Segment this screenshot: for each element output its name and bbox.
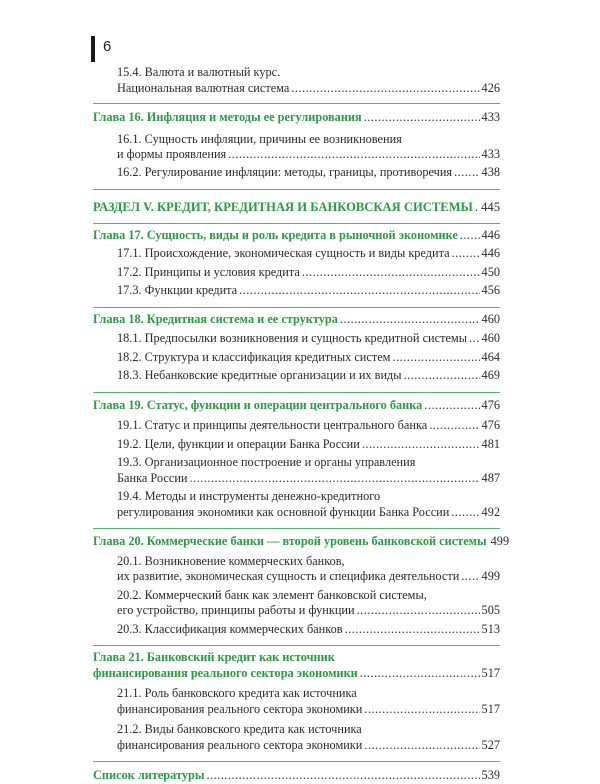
toc-page: 450 (481, 264, 500, 279)
toc-entry-line1: 19.4. Методы и инструменты денежно-кредитного (117, 489, 381, 503)
leader-dots (360, 666, 480, 682)
section-divider (93, 761, 500, 762)
leader-dots (475, 200, 479, 216)
toc-entry-title: 18.1. Предпосылки возникновения и сущность кредитной системы (117, 331, 467, 345)
table-of-contents (93, 62, 510, 784)
leader-dots (364, 702, 479, 718)
leader-dots (451, 505, 479, 521)
toc-entry-21-2[interactable] (93, 722, 500, 753)
leader-dots (302, 265, 480, 281)
page-number: 6 (103, 38, 112, 55)
toc-chapter-title-line1: Глава 21. Банковский кредит как источник (93, 650, 335, 664)
toc-chapter-title: Глава 19. Статус, функции и операции центрального банка (93, 397, 423, 412)
toc-chapter-17[interactable] (93, 228, 500, 244)
toc-page: 426 (481, 80, 500, 95)
toc-entry-title: 19.2. Цели, функции и операции Банка России (117, 436, 360, 451)
toc-entry-title: 20.3. Классификация коммерческих банков (117, 621, 343, 636)
toc-page: 433 (481, 147, 500, 161)
toc-page: 446 (481, 246, 500, 260)
toc-entry-title: 17.3. Функции кредита (117, 283, 238, 297)
leader-dots (340, 312, 480, 328)
section-divider (93, 645, 500, 646)
leader-dots (291, 81, 479, 97)
toc-entry-16-2[interactable] (93, 165, 500, 181)
toc-entry-title: 19.1. Статус и принципы деятельности центрального банка (117, 418, 428, 432)
toc-page: 469 (481, 368, 500, 382)
toc-chapter-title: Глава 18. Кредитная система и ее структура (93, 311, 338, 326)
toc-chapter-18[interactable] (93, 312, 500, 328)
toc-entry-16-1[interactable] (93, 132, 500, 163)
leader-dots (424, 398, 479, 414)
toc-section-title: РАЗДЕЛ V. КРЕДИТ, КРЕДИТНАЯ И БАНКОВСКАЯ СИСТЕМЫ (93, 200, 473, 214)
section-divider (93, 189, 500, 190)
toc-entry-title: 16.2. Регулирование инфляции: методы, границы, противоречия (117, 164, 453, 179)
toc-entry-17-2[interactable] (93, 265, 500, 281)
toc-entry-20-3[interactable] (93, 622, 500, 638)
toc-entry-18-1[interactable] (93, 331, 500, 347)
toc-entry-19-2[interactable] (93, 437, 500, 453)
toc-entry-15-4[interactable] (93, 65, 500, 96)
toc-entry-line1: 20.1. Возникновение коммерческих банков, (117, 553, 345, 568)
toc-entry-line2: их развитие, экономическая сущность и специфика деятельности (117, 569, 460, 583)
toc-entry-19-3[interactable] (93, 455, 500, 486)
toc-page: 517 (481, 665, 500, 680)
section-divider (93, 103, 500, 104)
leader-dots (461, 569, 479, 585)
page-number-bar (91, 36, 95, 62)
toc-entry-17-3[interactable] (93, 283, 500, 299)
toc-page: 460 (481, 311, 500, 326)
toc-page: 476 (481, 397, 500, 412)
toc-entry-title: 17.1. Происхождение, экономическая сущность и виды кредита (117, 246, 450, 260)
toc-entry-20-2[interactable] (93, 588, 500, 619)
toc-entry-19-4[interactable] (93, 489, 500, 520)
toc-entry-line1: 16.1. Сущность инфляции, причины ее возникновения (117, 131, 402, 146)
toc-entry-19-1[interactable] (93, 418, 500, 434)
toc-entry-line1: 19.3. Организационное построение и органы управления (117, 455, 416, 469)
toc-page: 539 (481, 768, 500, 782)
toc-entry-line2: финансирования реального сектора экономики (117, 701, 363, 716)
toc-entry-title: 18.3. Небанковские кредитные организации и их виды (117, 368, 402, 382)
section-divider (93, 528, 500, 529)
leader-dots (452, 246, 480, 262)
toc-page: 513 (481, 621, 500, 636)
toc-references-title: Список литературы (93, 768, 205, 782)
toc-entry-18-2[interactable] (93, 350, 500, 366)
toc-entry-title: 18.2. Структура и классификация кредитных систем (117, 349, 391, 364)
toc-entry-line2: Национальная валютная система (117, 80, 290, 95)
toc-page: 433 (481, 110, 500, 124)
leader-dots (362, 437, 480, 453)
leader-dots (357, 603, 480, 619)
toc-page: 476 (481, 418, 500, 432)
leader-dots (454, 165, 479, 181)
leader-dots (364, 110, 480, 126)
toc-chapter-title: Глава 17. Сущность, виды и роль кредита в рыночной экономике (93, 227, 458, 242)
toc-entry-line2: регулирования экономики как основной функции Банка России (117, 504, 450, 519)
toc-entry-18-3[interactable] (93, 368, 500, 384)
toc-page: 464 (481, 349, 500, 364)
toc-entry-17-1[interactable] (93, 246, 500, 262)
toc-page: 492 (481, 504, 500, 519)
toc-entry-line1: 15.4. Валюта и валютный курс. (117, 65, 281, 79)
toc-chapter-title: Глава 20. Коммерческие банки — второй уровень банковской системы (93, 534, 487, 548)
toc-chapter-title: Глава 16. Инфляция и методы ее регулирования (93, 110, 362, 124)
toc-entry-line1: 20.2. Коммерческий банк как элемент банковской системы, (117, 587, 427, 602)
leader-dots (190, 471, 480, 487)
toc-section-5[interactable] (93, 200, 500, 216)
toc-page: 505 (481, 603, 500, 617)
toc-entry-title: 17.2. Принципы и условия кредита (117, 264, 300, 279)
toc-page: 499 (481, 569, 500, 583)
toc-entry-line2: его устройство, принципы работы и функции (117, 603, 355, 617)
toc-page: 460 (481, 331, 500, 345)
leader-dots (206, 768, 479, 784)
toc-page: 456 (481, 283, 500, 297)
leader-dots (460, 228, 480, 244)
toc-page: 527 (481, 737, 500, 752)
leader-dots (429, 418, 479, 434)
leader-dots (392, 350, 479, 366)
toc-entry-line2: финансирования реального сектора экономики (117, 737, 363, 752)
toc-entry-line2: Банка России (117, 470, 188, 485)
toc-page: 445 (481, 200, 500, 214)
toc-page: 517 (481, 701, 500, 716)
toc-chapter-21[interactable] (93, 650, 500, 681)
toc-entry-line2: и формы проявления (117, 147, 227, 161)
toc-chapter-20[interactable] (93, 534, 510, 550)
toc-page: 499 (490, 534, 510, 548)
toc-chapter-16[interactable] (93, 110, 500, 126)
toc-page: 487 (481, 470, 500, 485)
leader-dots (345, 622, 480, 638)
toc-page: 446 (481, 227, 500, 242)
section-divider (93, 223, 500, 224)
leader-dots (239, 283, 479, 299)
toc-chapter-19[interactable] (93, 398, 500, 414)
leader-dots (364, 738, 479, 754)
toc-entry-20-1[interactable] (93, 554, 500, 585)
section-divider (93, 307, 500, 308)
toc-page: 438 (481, 164, 500, 179)
section-divider (93, 392, 500, 393)
leader-dots (228, 147, 479, 163)
toc-entry-line1: 21.2. Виды банковского кредита как источника (117, 722, 362, 736)
toc-chapter-title-line2: финансирования реального сектора экономики (93, 665, 358, 680)
toc-page: 481 (481, 436, 500, 451)
leader-dots (404, 368, 480, 384)
toc-entry-21-1[interactable] (93, 686, 500, 717)
leader-dots (469, 331, 480, 347)
toc-entry-line1: 21.1. Роль банковского кредита как источника (117, 686, 357, 700)
toc-references[interactable] (93, 768, 500, 784)
